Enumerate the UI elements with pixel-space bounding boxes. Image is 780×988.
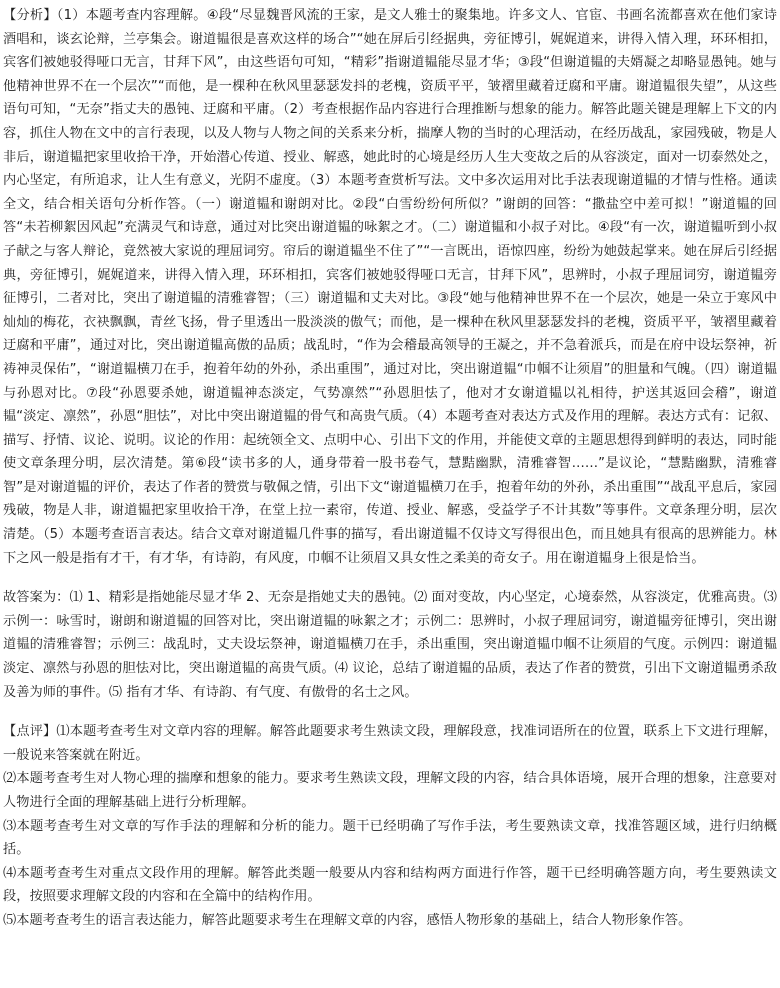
spacer xyxy=(3,570,777,586)
comment-item-4: ⑷本题考查考生对重点文段作用的理解。解答此类题一般要从内容和结构两方面进行作答，题干已经明确答题方向，考生要熟读文段，按照要求理解文段的内容和在全篇中的结构作用。 xyxy=(3,865,777,905)
answer-paragraph: 故答案为：⑴ 1、精彩是指她能尽显才华 2、无奈是指她丈夫的愚钝。⑵ 面对变故，内心坚定，心境泰然，从容淡定，优雅高贵。⑶ 示例一：咏雪时，谢朗和谢道韫的回答对比，突出谢道韫的咏絮之才；示例二：思辨时，小叔子理屈词穷，谢道韫旁征博引，突出谢道韫的清雅睿智；示例三：战乱时，丈夫设坛祭神，谢道韫横刀在手，杀出重围，突出谢道韫巾帼不让须眉的气度。示例四：谢道韫淡定、凛然与孙恩的胆怯对比，突出谢道韫的高贵气质。⑷ 议论，总结了谢道韫的品质，表达了作者的赞赏，引出下文谢道韫勇杀敌及善为师的事件。⑸ 指有才华、有诗韵、有气度、有傲骨的名士之风。 xyxy=(3,590,777,700)
comment-item-5: ⑸本题考查考生的语言表达能力，解答此题要求考生在理解文章的内容，感悟人物形象的基础上，结合人物形象作答。 xyxy=(3,912,692,928)
comment-item-3: ⑶本题考查考生对文章的写作手法的理解和分析的能力。题干已经明确了写作手法，考生要熟读文章，找准答题区域，进行归纳概括。 xyxy=(3,818,777,858)
comment-section xyxy=(3,720,777,932)
comment-item-2: ⑵本题考查考生对人物心理的揣摩和想象的能力。要求考生熟读文段，理解文段的内容，结合具体语境，展开合理的想象，注意要对人物进行全面的理解基础上进行分析理解。 xyxy=(3,771,777,810)
comment-item-1: 【点评】⑴本题考查考生对文章内容的理解。解答此题要求考生熟读文段，理解段意，找准词语所在的位置，联系上下文进行理解，一般说来答案就在附近。 xyxy=(3,724,777,763)
spacer xyxy=(3,704,777,720)
analysis-paragraph: 【分析】（1）本题考查内容理解。④段“尽显魏晋风流的王家，是文人雅士的聚集地。许多文人、官宦、书画名流都喜欢在他们家诗酒唱和，谈玄论辩，兰亭集会。谢道韫很是喜欢这样的场合”“她在屏后引经据典，旁征博引，娓娓道来，讲得入情入理，环环相扣，宾客们被她驳得哑口无言，甘拜下风”，由这些语句可知，“精彩”指谢道韫能尽显才华；③段“但谢道韫的夫婿凝之却略显愚钝。她与他精神世界不在一个层次”“而他，是一棵种在秋风里瑟瑟发抖的老槐，资质平平，皱褶里藏着迂腐和平庸。谢道韫很失望”，从这些语句可知，“无奈”指丈夫的愚钝、迂腐和平庸。（2）考查根据作品内容进行合理推断与想象的能力。解答此题关键是理解上下文的内容，抓住人物在文中的言行表现，以及人物与人物之间的关系来分析，揣摩人物的当时的心理活动，在经历战乱，家园残破，物是人非后，谢道韫把家里收拾干净，开始潜心传道、授业、解惑，她此时的心境是经历人生大变故之后的从容淡定，面对一切泰然处之，内心坚定，有所追求，让人生有意义，光阴不虚度。（3）本题考查赏析写法。文中多次运用对比手法表现谢道韫的才情与性格。通读全文，结合相关语句分析作答。（一）谢道韫和谢朗对比。②段“白雪纷纷何所似？”谢朗的回答：“撒盐空中差可拟！”谢道韫的回答“未若柳絮因风起”充满灵气和诗意，通过对比突出谢道韫的咏絮之才。（二）谢道韫和小叔子对比。④段“有一次，谢道韫听到小叔子献之与客人辩论，竟然被大家说的理屈词穷。帘后的谢道韫坐不住了”“一言既出，语惊四座，纷纷为她鼓起掌来。她在屏后引经据典，旁征博引，娓娓道来，讲得入情入理，环环相扣，宾客们被她驳得哑口无言，甘拜下风”，思辨时，小叔子理屈词穷，谢道韫旁征博引，二者对比，突出了谢道韫的清雅睿智；（三）谢道韫和丈夫对比。③段“她与他精神世界不在一个层次，她是一朵立于寒风中灿灿的梅花，衣袂飘飘，青丝飞扬，骨子里透出一股淡淡的傲气；而他，是一棵种在秋风里瑟瑟发抖的老槐，资质平平，皱褶里藏着迂腐和平庸”，通过对比，突出谢道韫高傲的品质；战乱时，“作为会稽最高领导的王凝之，并不急着派兵，而是在府中设坛祭神，祈祷神灵保佑”，“谢道韫横刀在手，抱着年幼的外孙，杀出重围”，通过对比，突出谢道韫“巾帼不让须眉”的胆量和气魄。（四）谢道韫与孙恩对比。⑦段“孙恩要杀她，谢道韫神态淡定，气势凛然”“孙恩胆怯了，他对才女谢道韫以礼相待，护送其返回会稽”，谢道韫“淡定、凛然”，孙恩“胆怯”，对比中突出谢道韫的骨气和高贵气质。（4）本题考查对表达方式及作用的理解。表达方式有：记叙、描写、抒情、议论、说明。议论的作用：起统领全文、点明中心、引出下文的作用，并能使文章的主题思想得到鲜明的表达，同时能使文章条理分明，层次清楚。第⑥段“读书多的人，通身带着一股书卷气，慧黠幽默，清雅睿智……”是议论，“慧黠幽默，清雅睿智”是对谢道韫的评价，表达了作者的赞赏与敬佩之情，引出下文“谢道韫横刀在手，抱着年幼的外孙，杀出重围”“战乱平息后，家园残破，物是人非，谢道韫把家里收拾干净，在堂上拉一素帘，传道、授业、解惑，受益学子不计其数”等事件。文章条理分明，层次清楚。（5）本题考查语言表达。结合文章对谢道韫几件事的描写，看出谢道韫不仅诗文写得很出色，而且她具有很高的思辨能力。林下之风一般是指有才干，有才华，有诗韵，有风度，巾帼不让须眉又具女性之柔美的奇女子。用在谢道韫身上很是恰当。 xyxy=(3,8,777,566)
